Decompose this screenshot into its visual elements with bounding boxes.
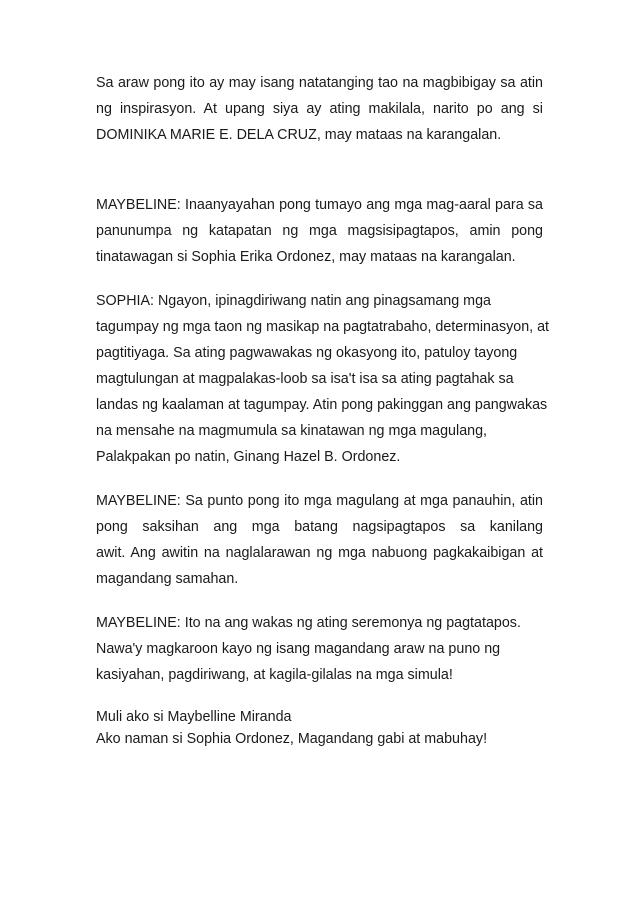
text-line: magtulungan at magpalakas-loob sa isa't isa sa ating pagtahak sa	[96, 371, 514, 387]
text-line: Ako naman si Sophia Ordonez, Magandang gabi at mabuhay!	[96, 731, 488, 747]
text-line: MAYBELINE: Sa punto pong ito mga magulang at mga panauhin, atin	[96, 493, 543, 509]
text-line: tinatawagan si Sophia Erika Ordonez, may mataas na karangalan.	[96, 249, 516, 265]
text-line: kasiyahan, pagdiriwang, at kagila-gilalas na mga simula!	[96, 667, 453, 683]
text-line: MAYBELINE: Ito na ang wakas ng ating seremonya ng pagtatapos.	[96, 615, 521, 631]
paragraph-sophia-speech	[96, 288, 550, 470]
spacer	[96, 592, 543, 610]
text-line: ng inspirasyon. At upang siya ay ating makilala, narito po ang si	[96, 101, 543, 117]
text-line: panunumpa ng katapatan ng mga magsisipagtapos, amin pong	[96, 223, 543, 239]
paragraph-intro	[96, 70, 543, 148]
text-line: magandang samahan.	[96, 571, 239, 587]
text-line: landas ng kaalaman at tagumpay. Atin pong pakinggan ang pangwakas	[96, 397, 548, 413]
spacer	[96, 688, 543, 706]
text-line: awit. Ang awitin na naglalarawan ng mga nabuong pagkakaibigan at	[96, 545, 543, 561]
text-line: SOPHIA: Ngayon, ipinagdiriwang natin ang pinagsamang mga	[96, 293, 491, 309]
paragraph-sign-off	[96, 706, 543, 750]
text-line: tagumpay ng mga taon ng masikap na pagtatrabaho, determinasyon, at	[96, 319, 550, 335]
paragraph-maybeline-invite	[96, 192, 543, 270]
text-line: Palakpakan po natin, Ginang Hazel B. Ordonez.	[96, 449, 401, 465]
text-line: pagtitiyaga. Sa ating pagwawakas ng okasyong ito, patuloy tayong	[96, 345, 518, 361]
text-line: na mensahe na magmumula sa kinatawan ng mga magulang,	[96, 423, 488, 439]
spacer	[96, 148, 543, 192]
text-line: DOMINIKA MARIE E. DELA CRUZ, may mataas na karangalan.	[96, 127, 502, 143]
text-line: Muli ako si Maybelline Miranda	[96, 709, 292, 725]
text-line: pong saksihan ang mga batang nagsipagtapos sa kanilang	[96, 519, 543, 535]
document-page	[96, 70, 550, 750]
spacer	[96, 270, 543, 288]
paragraph-maybeline-song	[96, 488, 543, 592]
text-line: Sa araw pong ito ay may isang natatanging tao na magbibigay sa atin	[96, 75, 543, 91]
paragraph-maybeline-closing	[96, 610, 543, 688]
text-line: MAYBELINE: Inaanyayahan pong tumayo ang mga mag-aaral para sa	[96, 197, 543, 213]
text-line: Nawa'y magkaroon kayo ng isang magandang araw na puno ng	[96, 641, 501, 657]
spacer	[96, 470, 543, 488]
